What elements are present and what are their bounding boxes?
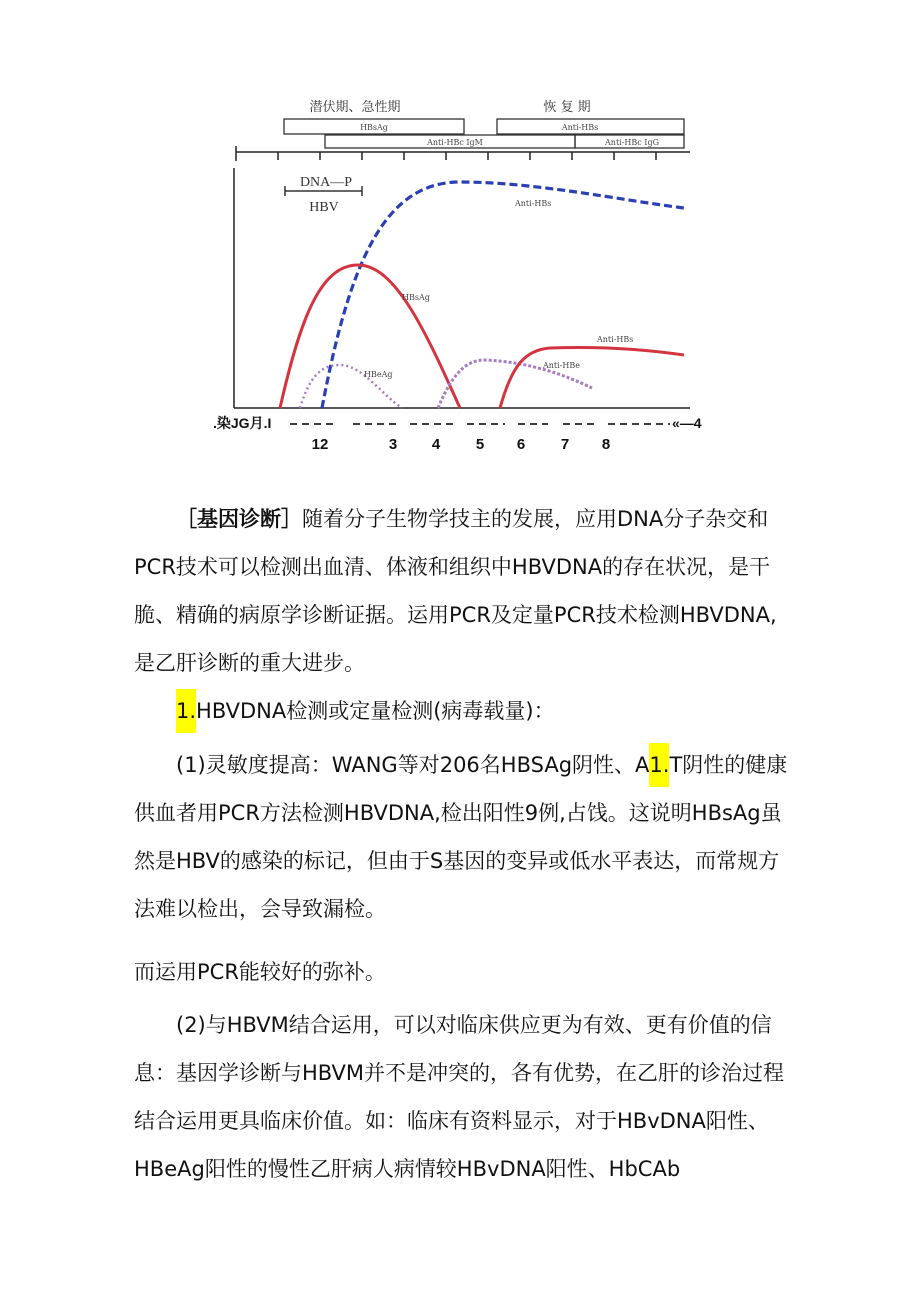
paragraph-text: 随着分子生物学技主的发展，应用DNA分子杂交和PCR技术可以检测出血清、体液和组织中HBVDNA的存在状况，是干脆、精确的病原学诊断证据。运用PCR及定量PCR技术检测HBVDNA,是乙肝诊断的重大进步。 bbox=[134, 507, 777, 675]
tick-label: 5 bbox=[475, 436, 485, 453]
tick-label: 8 bbox=[601, 436, 611, 453]
hbvm-combination-paragraph bbox=[134, 1001, 794, 1193]
section-label: ［基因诊断］ bbox=[176, 507, 302, 531]
highlight: 1. bbox=[176, 689, 196, 733]
sensitivity-paragraph bbox=[134, 741, 794, 933]
paragraph-text: HBVDNA检测或定量检测(病毒载量)： bbox=[196, 699, 555, 723]
axis-suffix: «—4 bbox=[672, 415, 702, 431]
tick-label: 4 bbox=[431, 436, 441, 453]
phase-label-recovery: 恢 复 期 bbox=[543, 100, 591, 115]
list-item-1 bbox=[134, 687, 794, 735]
curve-anti-hbs-right bbox=[500, 347, 684, 408]
pcr-supplement-line bbox=[134, 948, 794, 996]
hbv-label: HBV bbox=[309, 200, 339, 215]
paragraph-text: 而运用PCR能较好的弥补。 bbox=[134, 960, 386, 984]
paragraph-text: (1)灵敏度提高：WANG等对206名HBSAg阴性、A bbox=[176, 753, 650, 777]
axis-prefix: .染JG月.I bbox=[213, 415, 272, 431]
paragraph-text: (2)与HBVM结合运用，可以对临床供应更为有效、更有价值的信息：基因学诊断与HBVM并不是冲突的，各有优势，在乙肝的诊治过程结合运用更具临床价值。如：临床有资料显示，对于HBvDNA阳性、HBeAg阳性的慢性乙肝病人病情较HBvDNA阳性、HbCAb bbox=[134, 1013, 785, 1181]
bar-anti-hbs-label: Anti-HBs bbox=[561, 123, 599, 132]
curve-label-hbeag: HBeAg bbox=[364, 370, 393, 379]
highlight: 1. bbox=[649, 743, 669, 787]
bar-anti-hbc-igm-label: Anti-HBc IgM bbox=[427, 138, 483, 147]
curve-label-anti-hbe: Anti-HBe bbox=[543, 361, 580, 370]
dna-p-label: DNA—P bbox=[299, 175, 353, 190]
curve-label-hbsag: HBsAg bbox=[402, 293, 430, 302]
hbv-serology-figure bbox=[0, 0, 920, 470]
tick-label: 7 bbox=[560, 436, 570, 453]
phase-label-acute: 潜伏期、急性期 bbox=[309, 100, 401, 115]
paragraph-text: T阴性的健康供血者用PCR方法检测HBVDNA,检出阳性9例,占饯。这说明HBsAg虽然是HBV的感染的标记，但由于S基因的变异或低水平表达，而常规方法难以检出，会导致漏检。 bbox=[134, 753, 788, 921]
curve-label-anti-hbs-top: Anti-HBs bbox=[515, 199, 552, 208]
tick-label: 12 bbox=[311, 436, 329, 453]
curve-label-anti-hbs-right: Anti-HBs bbox=[597, 335, 634, 344]
bar-hbsag-label: HBsAg bbox=[360, 123, 388, 132]
tick-label: 6 bbox=[516, 436, 526, 453]
gene-diagnosis-paragraph bbox=[134, 495, 794, 687]
tick-label: 3 bbox=[388, 436, 398, 453]
bar-anti-hbc-igg-label: Anti-HBc IgG bbox=[605, 138, 659, 147]
curve-hbsag bbox=[280, 265, 460, 408]
